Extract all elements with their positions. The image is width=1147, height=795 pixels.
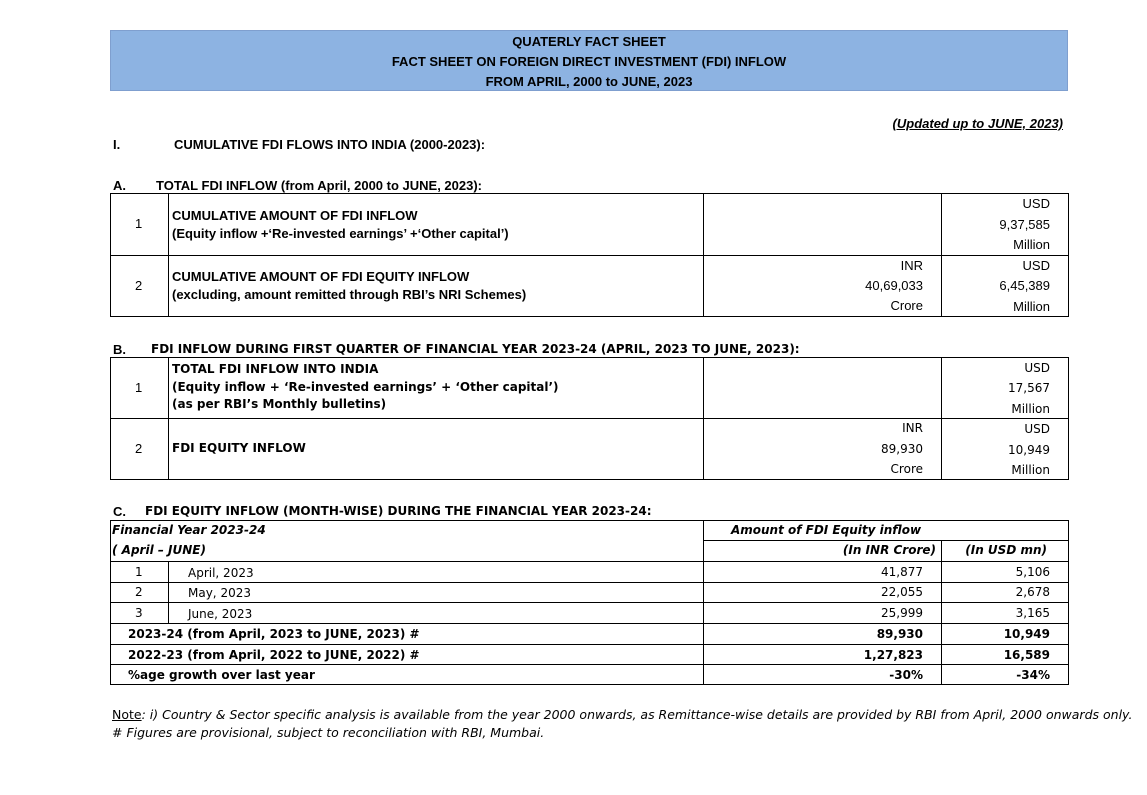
section-b-number: B. <box>113 342 126 357</box>
growth-label: %age growth over last year <box>128 668 315 682</box>
divider <box>703 193 704 317</box>
row-label: CUMULATIVE AMOUNT OF FDI INFLOW <box>172 208 418 223</box>
period-header: ( April – JUNE) <box>112 543 206 557</box>
usd-unit: USD <box>1022 258 1050 273</box>
inr-suffix: Crore <box>890 462 923 476</box>
month-usd: 3,165 <box>1015 606 1050 620</box>
divider <box>110 255 1069 256</box>
fact-sheet-banner <box>110 30 1068 91</box>
row-number: 2 <box>135 278 143 293</box>
divider <box>168 193 169 317</box>
divider <box>110 664 1069 665</box>
usd-suffix: Million <box>1013 299 1050 314</box>
divider <box>168 357 169 480</box>
section-1-title: CUMULATIVE FDI FLOWS INTO INDIA (2000-2023): <box>174 137 486 152</box>
month-usd: 5,106 <box>1015 565 1050 579</box>
inr-header: (In INR Crore) <box>842 543 936 557</box>
month-label: May, 2023 <box>188 586 251 600</box>
month-label: April, 2023 <box>188 566 254 580</box>
usd-suffix: Million <box>1013 237 1050 252</box>
divider <box>110 582 1069 583</box>
section-c-number: C. <box>113 504 126 519</box>
row-sublabel: (as per RBI’s Monthly bulletins) <box>172 397 387 411</box>
section-1-number: I. <box>113 137 121 152</box>
inr-value: 89,930 <box>881 442 923 456</box>
month-row-number: 2 <box>135 585 143 599</box>
footnote-1 <box>112 707 1132 722</box>
divider <box>110 561 1069 562</box>
amount-header: Amount of FDI Equity inflow <box>730 523 922 537</box>
row-label: CUMULATIVE AMOUNT OF FDI EQUITY INFLOW <box>172 269 470 284</box>
growth-usd: -34% <box>1016 668 1050 682</box>
divider <box>110 623 1069 624</box>
usd-suffix: Million <box>1011 402 1050 416</box>
row-number: 2 <box>135 441 143 456</box>
month-inr: 41,877 <box>881 565 923 579</box>
row-number: 1 <box>135 216 143 231</box>
divider <box>110 644 1069 645</box>
usd-suffix: Million <box>1011 463 1050 477</box>
usd-value: 10,949 <box>1008 443 1050 457</box>
month-row-number: 3 <box>135 606 143 620</box>
total-usd: 10,949 <box>1003 627 1050 641</box>
growth-inr: -30% <box>889 668 923 682</box>
fy-header: Financial Year 2023-24 <box>112 523 266 537</box>
month-usd: 2,678 <box>1015 585 1050 599</box>
usd-value: 9,37,585 <box>999 217 1050 232</box>
inr-unit: INR <box>902 421 923 435</box>
usd-header: (In USD mn) <box>965 543 1047 557</box>
divider <box>703 357 704 480</box>
divider <box>110 602 1069 603</box>
row-sublabel: (Equity inflow + ‘Re-invested earnings’ + ‘Other capital’) <box>172 380 559 394</box>
row-label: TOTAL FDI INFLOW INTO INDIA <box>172 362 379 376</box>
inr-suffix: Crore <box>890 298 923 313</box>
divider <box>703 540 1069 541</box>
month-inr: 25,999 <box>881 606 923 620</box>
usd-value: 6,45,389 <box>999 278 1050 293</box>
banner-subtitle: FACT SHEET ON FOREIGN DIRECT INVESTMENT (FDI) INFLOW <box>391 54 787 69</box>
section-a-title: TOTAL FDI INFLOW (from April, 2000 to JUNE, 2023): <box>156 178 483 193</box>
usd-value: 17,567 <box>1008 381 1050 395</box>
divider <box>110 418 1069 419</box>
total-inr: 89,930 <box>876 627 923 641</box>
total-usd: 16,589 <box>1003 648 1050 662</box>
month-inr: 22,055 <box>881 585 923 599</box>
usd-unit: USD <box>1022 196 1050 211</box>
inr-value: 40,69,033 <box>865 278 923 293</box>
divider <box>168 561 169 623</box>
banner-title: QUATERLY FACT SHEET <box>512 34 666 49</box>
footnote-2: # Figures are provisional, subject to reconciliation with RBI, Mumbai. <box>112 725 545 740</box>
row-sublabel: (Equity inflow +‘Re-invested earnings’ +‘Other capital’) <box>172 226 509 241</box>
updated-note: (Updated up to JUNE, 2023) <box>892 116 1063 131</box>
month-row-number: 1 <box>135 565 143 579</box>
inr-unit: INR <box>900 258 923 273</box>
row-label: FDI EQUITY INFLOW <box>172 441 306 455</box>
note-label: Note <box>112 707 142 722</box>
row-number: 1 <box>135 380 143 395</box>
total-label: 2022-23 (from April, 2022 to JUNE, 2022) # <box>128 648 420 662</box>
section-a-number: A. <box>113 178 126 193</box>
divider <box>941 357 942 480</box>
usd-unit: USD <box>1024 422 1050 436</box>
note-text: : i) Country & Sector specific analysis is available from the year 2000 onwards, as Remittance-wise details are provided by RBI from April, 2000 onwards only. <box>141 707 1133 722</box>
month-label: June, 2023 <box>188 607 253 621</box>
section-b-title: FDI INFLOW DURING FIRST QUARTER OF FINANCIAL YEAR 2023-24 (APRIL, 2023 TO JUNE, 2023): <box>151 342 800 356</box>
usd-unit: USD <box>1024 361 1050 375</box>
divider <box>941 193 942 317</box>
total-inr: 1,27,823 <box>863 648 923 662</box>
total-label: 2023-24 (from April, 2023 to JUNE, 2023) # <box>128 627 420 641</box>
section-c-title: FDI EQUITY INFLOW (MONTH-WISE) DURING THE FINANCIAL YEAR 2023-24: <box>145 504 652 518</box>
banner-period: FROM APRIL, 2000 to JUNE, 2023 <box>485 74 693 89</box>
row-sublabel: (excluding, amount remitted through RBI’s NRI Schemes) <box>172 287 527 302</box>
